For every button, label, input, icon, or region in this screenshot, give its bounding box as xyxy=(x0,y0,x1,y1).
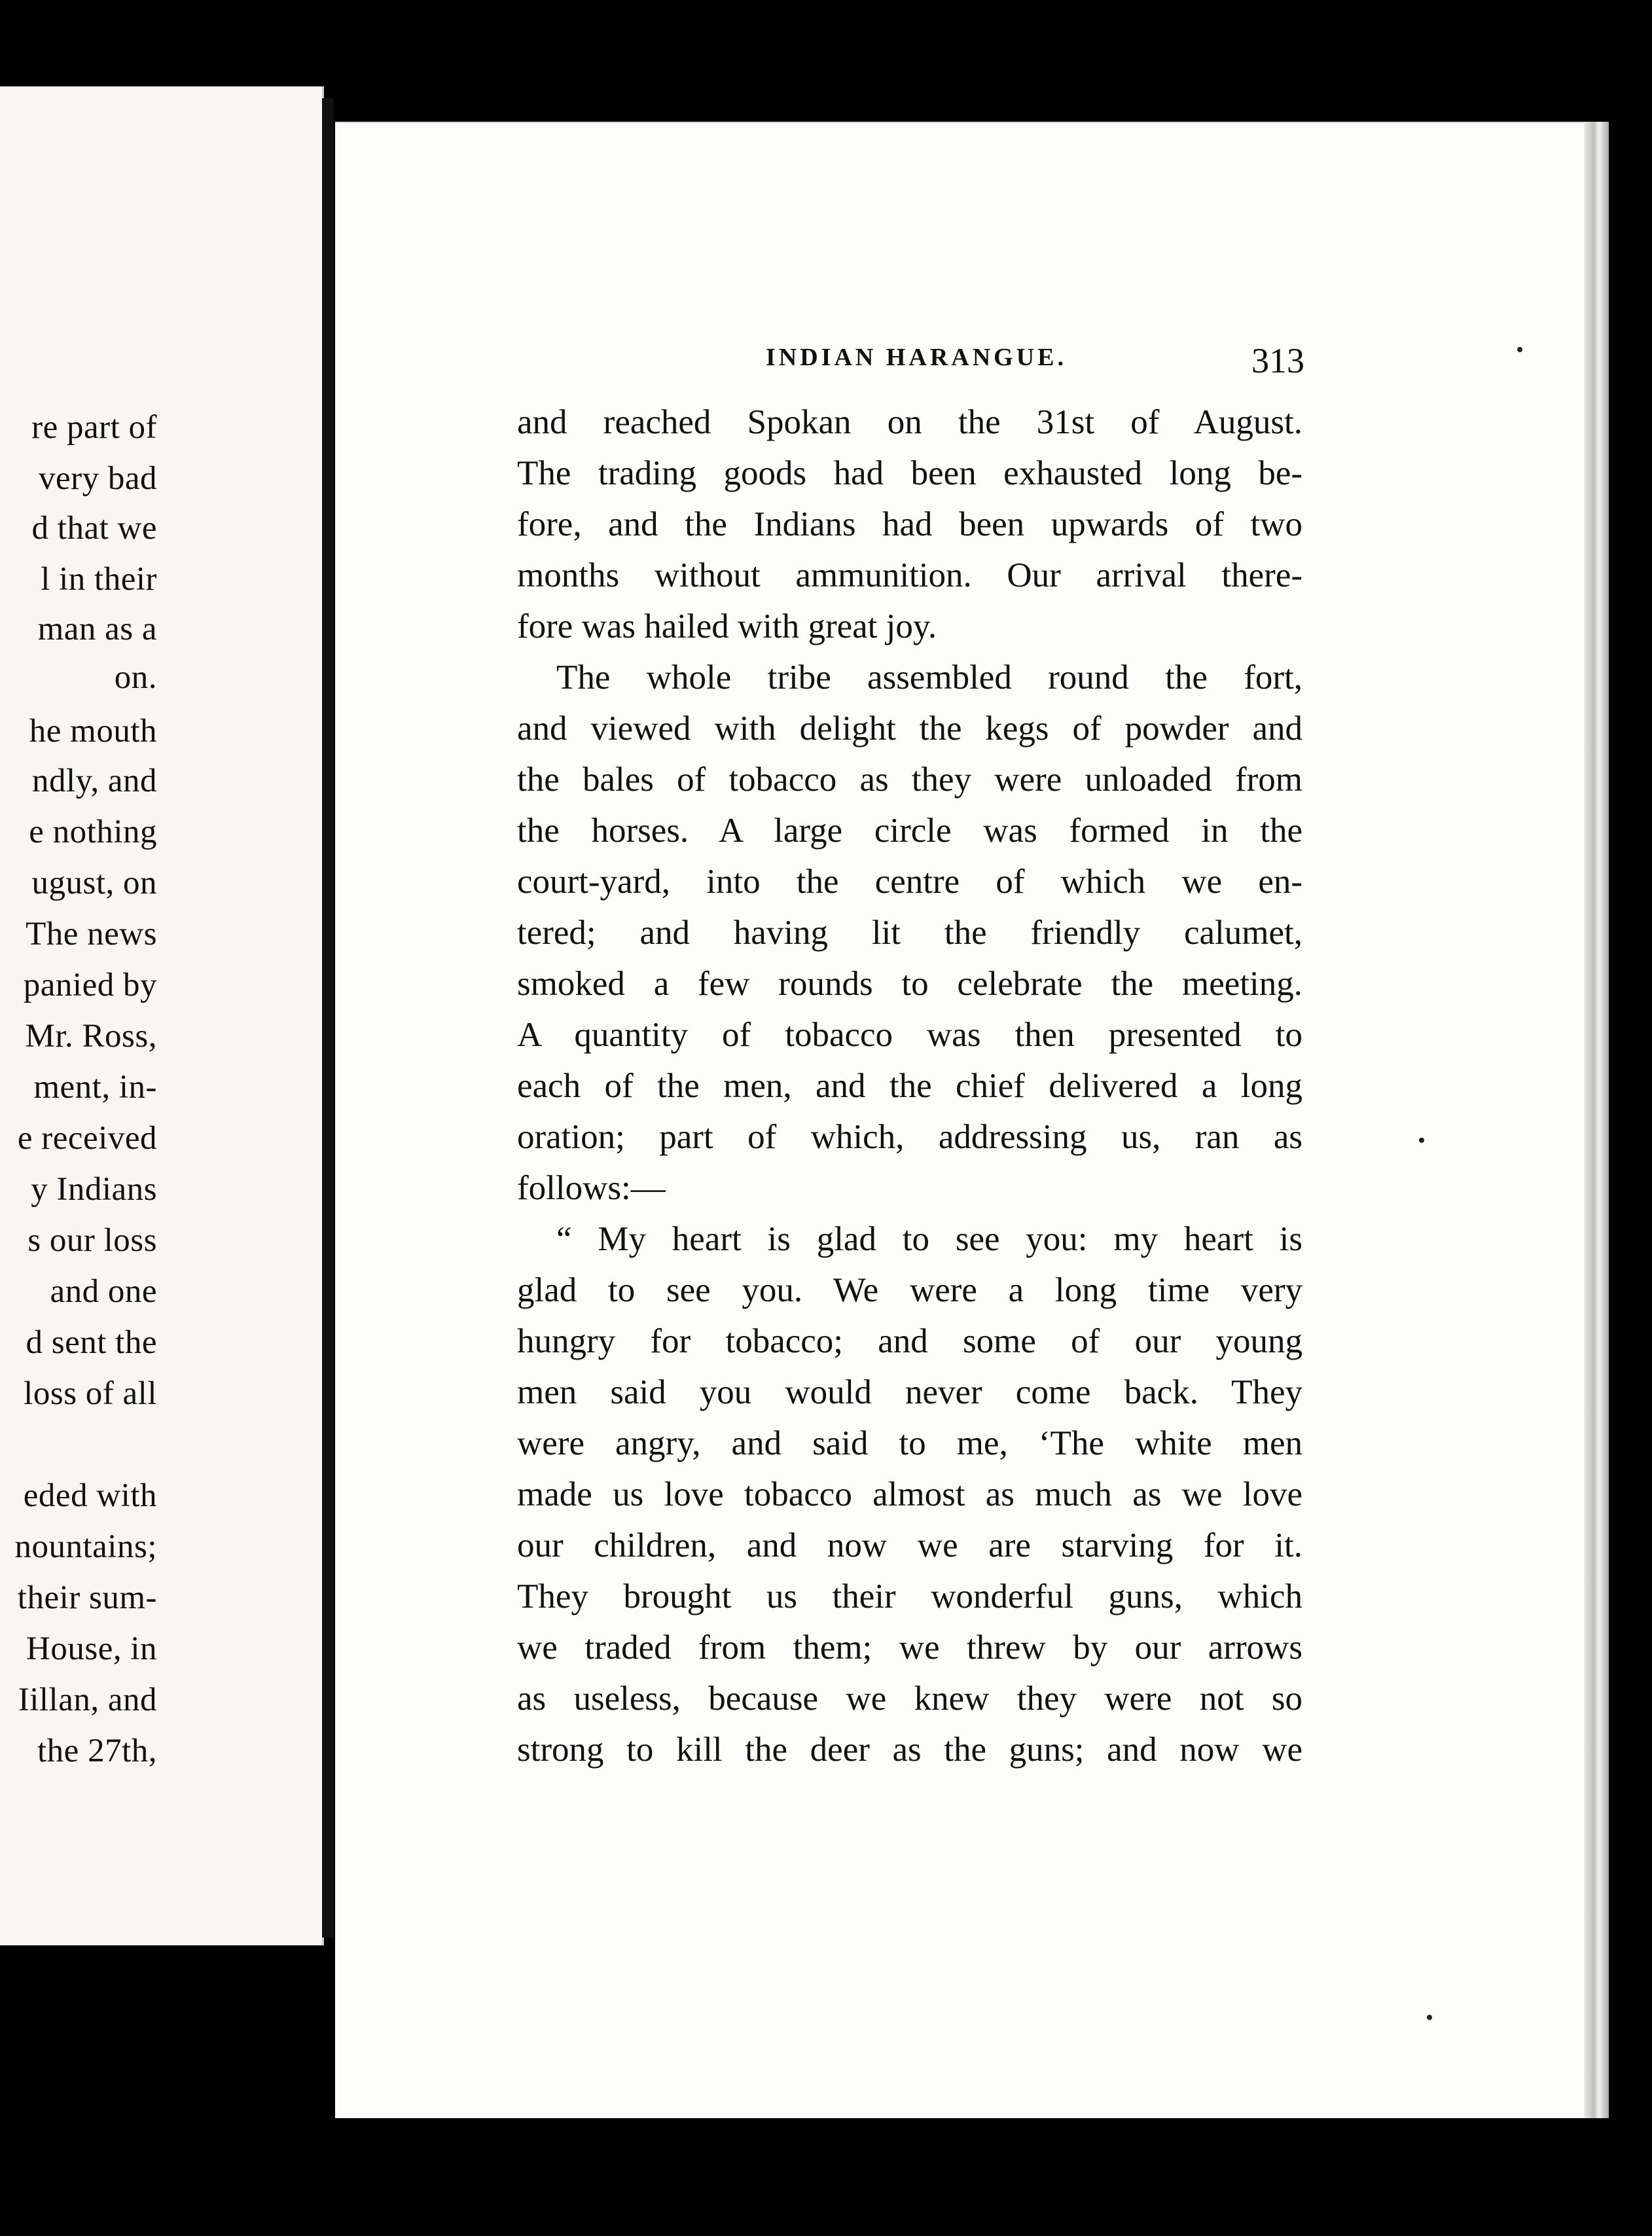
left-line: ndly, and xyxy=(32,763,157,799)
text-line: and viewed with delight the kegs of powder and xyxy=(517,710,1302,748)
text-line: fore, and the Indians had been upwards of two xyxy=(517,505,1302,543)
left-line: y Indians xyxy=(31,1171,157,1208)
text-line: tered; and having lit the friendly calumet, xyxy=(517,914,1302,952)
left-line: Mr. Ross, xyxy=(25,1018,157,1055)
text-line: hungry for tobacco; and some of our young xyxy=(517,1322,1302,1360)
text-line: “ My heart is glad to see you: my heart is xyxy=(556,1220,1302,1258)
text-line: The whole tribe assembled round the fort, xyxy=(556,658,1302,696)
left-line: e nothing xyxy=(29,814,157,850)
left-line: panied by xyxy=(23,967,157,1003)
left-line: nountains; xyxy=(14,1528,157,1565)
left-line: The news xyxy=(26,916,157,952)
left-line: he mouth xyxy=(29,713,157,749)
body-text xyxy=(517,397,1302,1775)
text-line: the horses. A large circle was formed in the xyxy=(517,812,1302,850)
page-edge xyxy=(1584,122,1609,2118)
left-line: and one xyxy=(50,1273,157,1310)
text-line: The trading goods had been exhausted long be- xyxy=(517,454,1302,492)
left-line: their sum- xyxy=(17,1579,157,1616)
left-line: re part of xyxy=(31,409,157,446)
text-line: smoked a few rounds to celebrate the meeting. xyxy=(517,965,1302,1003)
left-line: d that we xyxy=(31,510,157,547)
text-line: each of the men, and the chief delivered a long xyxy=(517,1067,1302,1105)
left-line: ugust, on xyxy=(31,865,157,901)
ink-speck xyxy=(1419,1138,1424,1143)
left-line: eded with xyxy=(23,1477,157,1514)
page-number: 313 xyxy=(1251,341,1304,380)
left-line: the 27th, xyxy=(37,1733,157,1769)
left-line: very bad xyxy=(38,460,157,497)
left-line: d sent the xyxy=(26,1324,157,1361)
running-head: INDIAN HARANGUE. xyxy=(766,344,1068,371)
left-line: e received xyxy=(17,1120,157,1157)
text-line: were angry, and said to me, ‘The white men xyxy=(517,1424,1302,1462)
text-line: strong to kill the deer as the guns; and now we xyxy=(517,1731,1302,1769)
ink-speck xyxy=(1427,2015,1432,2020)
left-line: Iillan, and xyxy=(18,1682,157,1718)
left-line: man as a xyxy=(37,611,157,647)
left-page-fragment xyxy=(0,86,324,1945)
text-line: A quantity of tobacco was then presented to xyxy=(517,1016,1302,1054)
left-line: loss of all xyxy=(24,1375,157,1412)
text-line: and reached Spokan on the 31st of August. xyxy=(517,403,1302,441)
text-line: follows:— xyxy=(517,1169,666,1207)
text-line: months without ammunition. Our arrival there- xyxy=(517,556,1302,594)
text-line: the bales of tobacco as they were unloaded from xyxy=(517,761,1302,799)
left-line: l in their xyxy=(41,561,157,598)
book-gutter xyxy=(322,98,334,1938)
left-line: House, in xyxy=(26,1631,157,1667)
left-line: ment, in- xyxy=(33,1069,157,1106)
text-line: fore was hailed with great joy. xyxy=(517,607,937,645)
text-line: oration; part of which, addressing us, ran as xyxy=(517,1118,1302,1156)
text-line: our children, and now we are starving for it. xyxy=(517,1526,1302,1564)
text-line: made us love tobacco almost as much as we love xyxy=(517,1475,1302,1513)
text-line: glad to see you. We were a long time very xyxy=(517,1271,1302,1309)
left-line: on. xyxy=(114,659,157,696)
left-line: s our loss xyxy=(27,1222,157,1259)
text-line: They brought us their wonderful guns, which xyxy=(517,1578,1302,1615)
ink-speck xyxy=(1517,347,1522,352)
text-line: court-yard, into the centre of which we en- xyxy=(517,863,1302,901)
text-line: we traded from them; we threw by our arrows xyxy=(517,1629,1302,1667)
text-line: as useless, because we knew they were not so xyxy=(517,1680,1302,1718)
text-line: men said you would never come back. They xyxy=(517,1373,1302,1411)
